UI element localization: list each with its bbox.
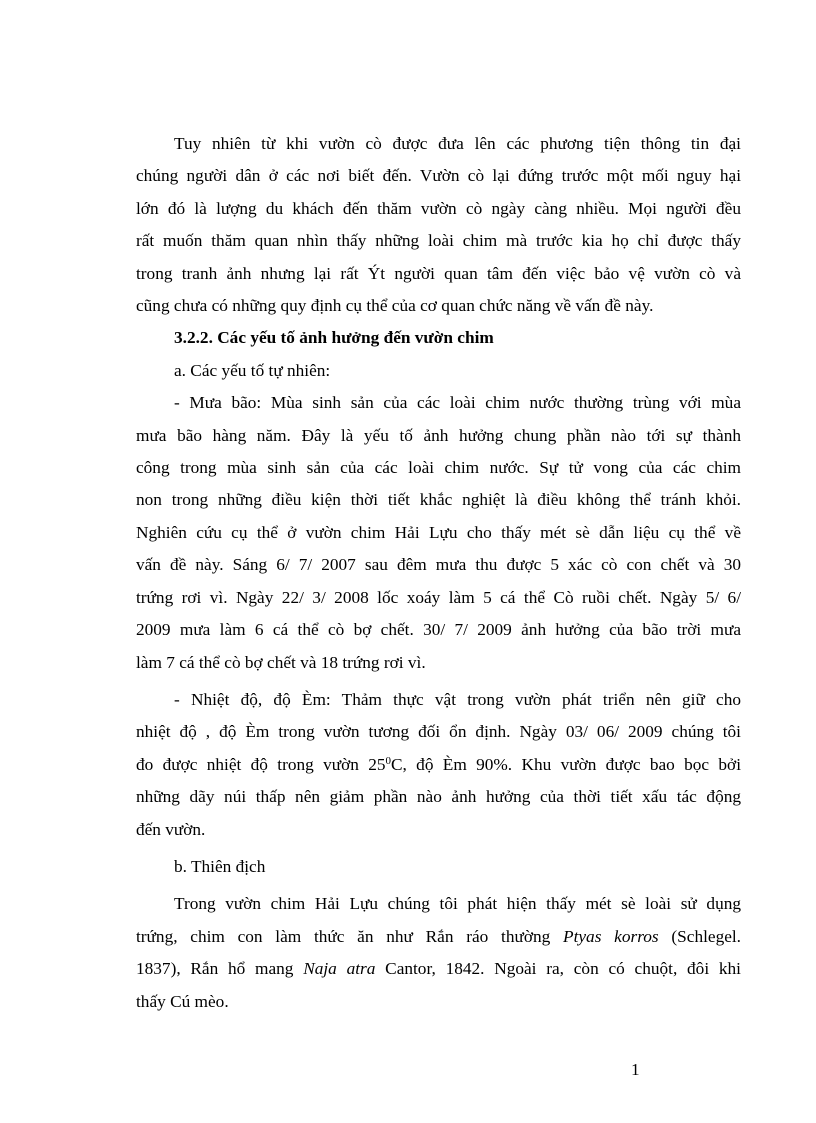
section-heading: 3.2.2. Các yếu tố ảnh hưởng đến vườn chim xyxy=(174,328,494,348)
species-name: Naja atra xyxy=(303,959,376,979)
subheading-a: a. Các yếu tố tự nhiên: xyxy=(174,360,331,380)
text-line: thấy Cú mèo. xyxy=(136,991,229,1011)
paragraph-temperature xyxy=(136,684,741,846)
text-line: Tuy nhiên từ khi vườn cò được đưa lên các phương tiện thông tin đại xyxy=(174,134,741,153)
text-line: công trong mùa sinh sản của các loài chim nước. Sự tử vong của các chim xyxy=(136,458,741,478)
document-page xyxy=(136,128,741,1018)
text-span: Cantor, 1842. Ngoài ra, còn có chuột, đôi khi xyxy=(375,959,741,979)
text-line: 2009 mưa làm 6 cá thể cò bợ chết. 30/ 7/ 2009 ảnh hưởng của bão trời mưa xyxy=(136,620,741,640)
text-line xyxy=(136,921,741,953)
text-line: trong tranh ảnh nhưng lại rất Ýt người quan tâm đến việc bảo vệ vườn cò và xyxy=(136,263,741,283)
text-line: mưa bão hàng năm. Đây là yếu tố ảnh hưởng chung phần nào tới sự thành xyxy=(136,425,741,445)
text-span: trứng, chim con làm thức ăn như Rắn ráo thường xyxy=(136,926,564,946)
paragraph-predators xyxy=(136,888,741,1018)
text-span: (Schlegel. xyxy=(658,926,742,946)
text-line: đến vườn. xyxy=(136,819,206,839)
superscript: 0 xyxy=(385,754,391,767)
text-line: làm 7 cá thể cò bợ chết và 18 trứng rơi vì. xyxy=(136,652,426,672)
text-line: nhiệt độ , độ Èm trong vườn tương đối ổn định. Ngày 03/ 06/ 2009 chúng tôi xyxy=(136,722,741,742)
text-line: trứng rơi vì. Ngày 22/ 3/ 2008 lốc xoáy làm 5 cá thể Cò ruồi chết. Ngày 5/ 6/ xyxy=(136,587,741,607)
subheading-b: b. Thiên địch xyxy=(174,856,266,876)
text-span: đo được nhiệt độ trong vườn 25 xyxy=(136,754,386,774)
text-line: Nghiên cứu cụ thể ở vườn chim Hải Lựu cho thấy mét sè dẫn liệu cụ thể về xyxy=(136,522,741,542)
text-line: những dãy núi thấp nên giảm phần nào ảnh hưởng của thời tiết xấu tác động xyxy=(136,787,741,807)
text-line: lớn đó là lượng du khách đến thăm vườn cò ngày càng nhiều. Mọi người đều xyxy=(136,198,741,218)
text-line: chúng người dân ở các nơi biết đến. Vườn cò lại đứng trước một mối nguy hại xyxy=(136,166,741,186)
text-line xyxy=(136,749,741,781)
text-line: vấn đề này. Sáng 6/ 7/ 2007 sau đêm mưa thu được 5 xác cò con chết và 30 xyxy=(136,555,741,575)
text-line: rất muốn thăm quan nhìn thấy những loài chim mà trước kia họ chỉ được thấy xyxy=(136,231,741,251)
paragraph-rain xyxy=(136,387,741,679)
text-line: - Nhiệt độ, độ Èm: Thảm thực vật trong vườn phát triển nên giữ cho xyxy=(174,689,741,709)
text-line: non trong những điều kiện thời tiết khắc nghiệt là điều không thể tránh khỏi. xyxy=(136,490,741,510)
paragraph-1 xyxy=(136,128,741,322)
text-line: cũng chưa có những quy định cụ thể của cơ quan chức năng về vấn đề này. xyxy=(136,296,654,316)
text-line: - Mưa bão: Mùa sinh sản của các loài chim nước thường trùng với mùa xyxy=(174,393,741,413)
text-line xyxy=(136,953,741,985)
text-line: Trong vườn chim Hải Lựu chúng tôi phát hiện thấy mét sè loài sử dụng xyxy=(174,894,741,914)
text-span: C, độ Èm 90%. Khu vườn được bao bọc bởi xyxy=(391,754,741,774)
text-span: 1837), Rắn hổ mang xyxy=(136,959,304,979)
species-name: Ptyas korros xyxy=(563,926,659,946)
page-number: 1 xyxy=(631,1060,640,1079)
